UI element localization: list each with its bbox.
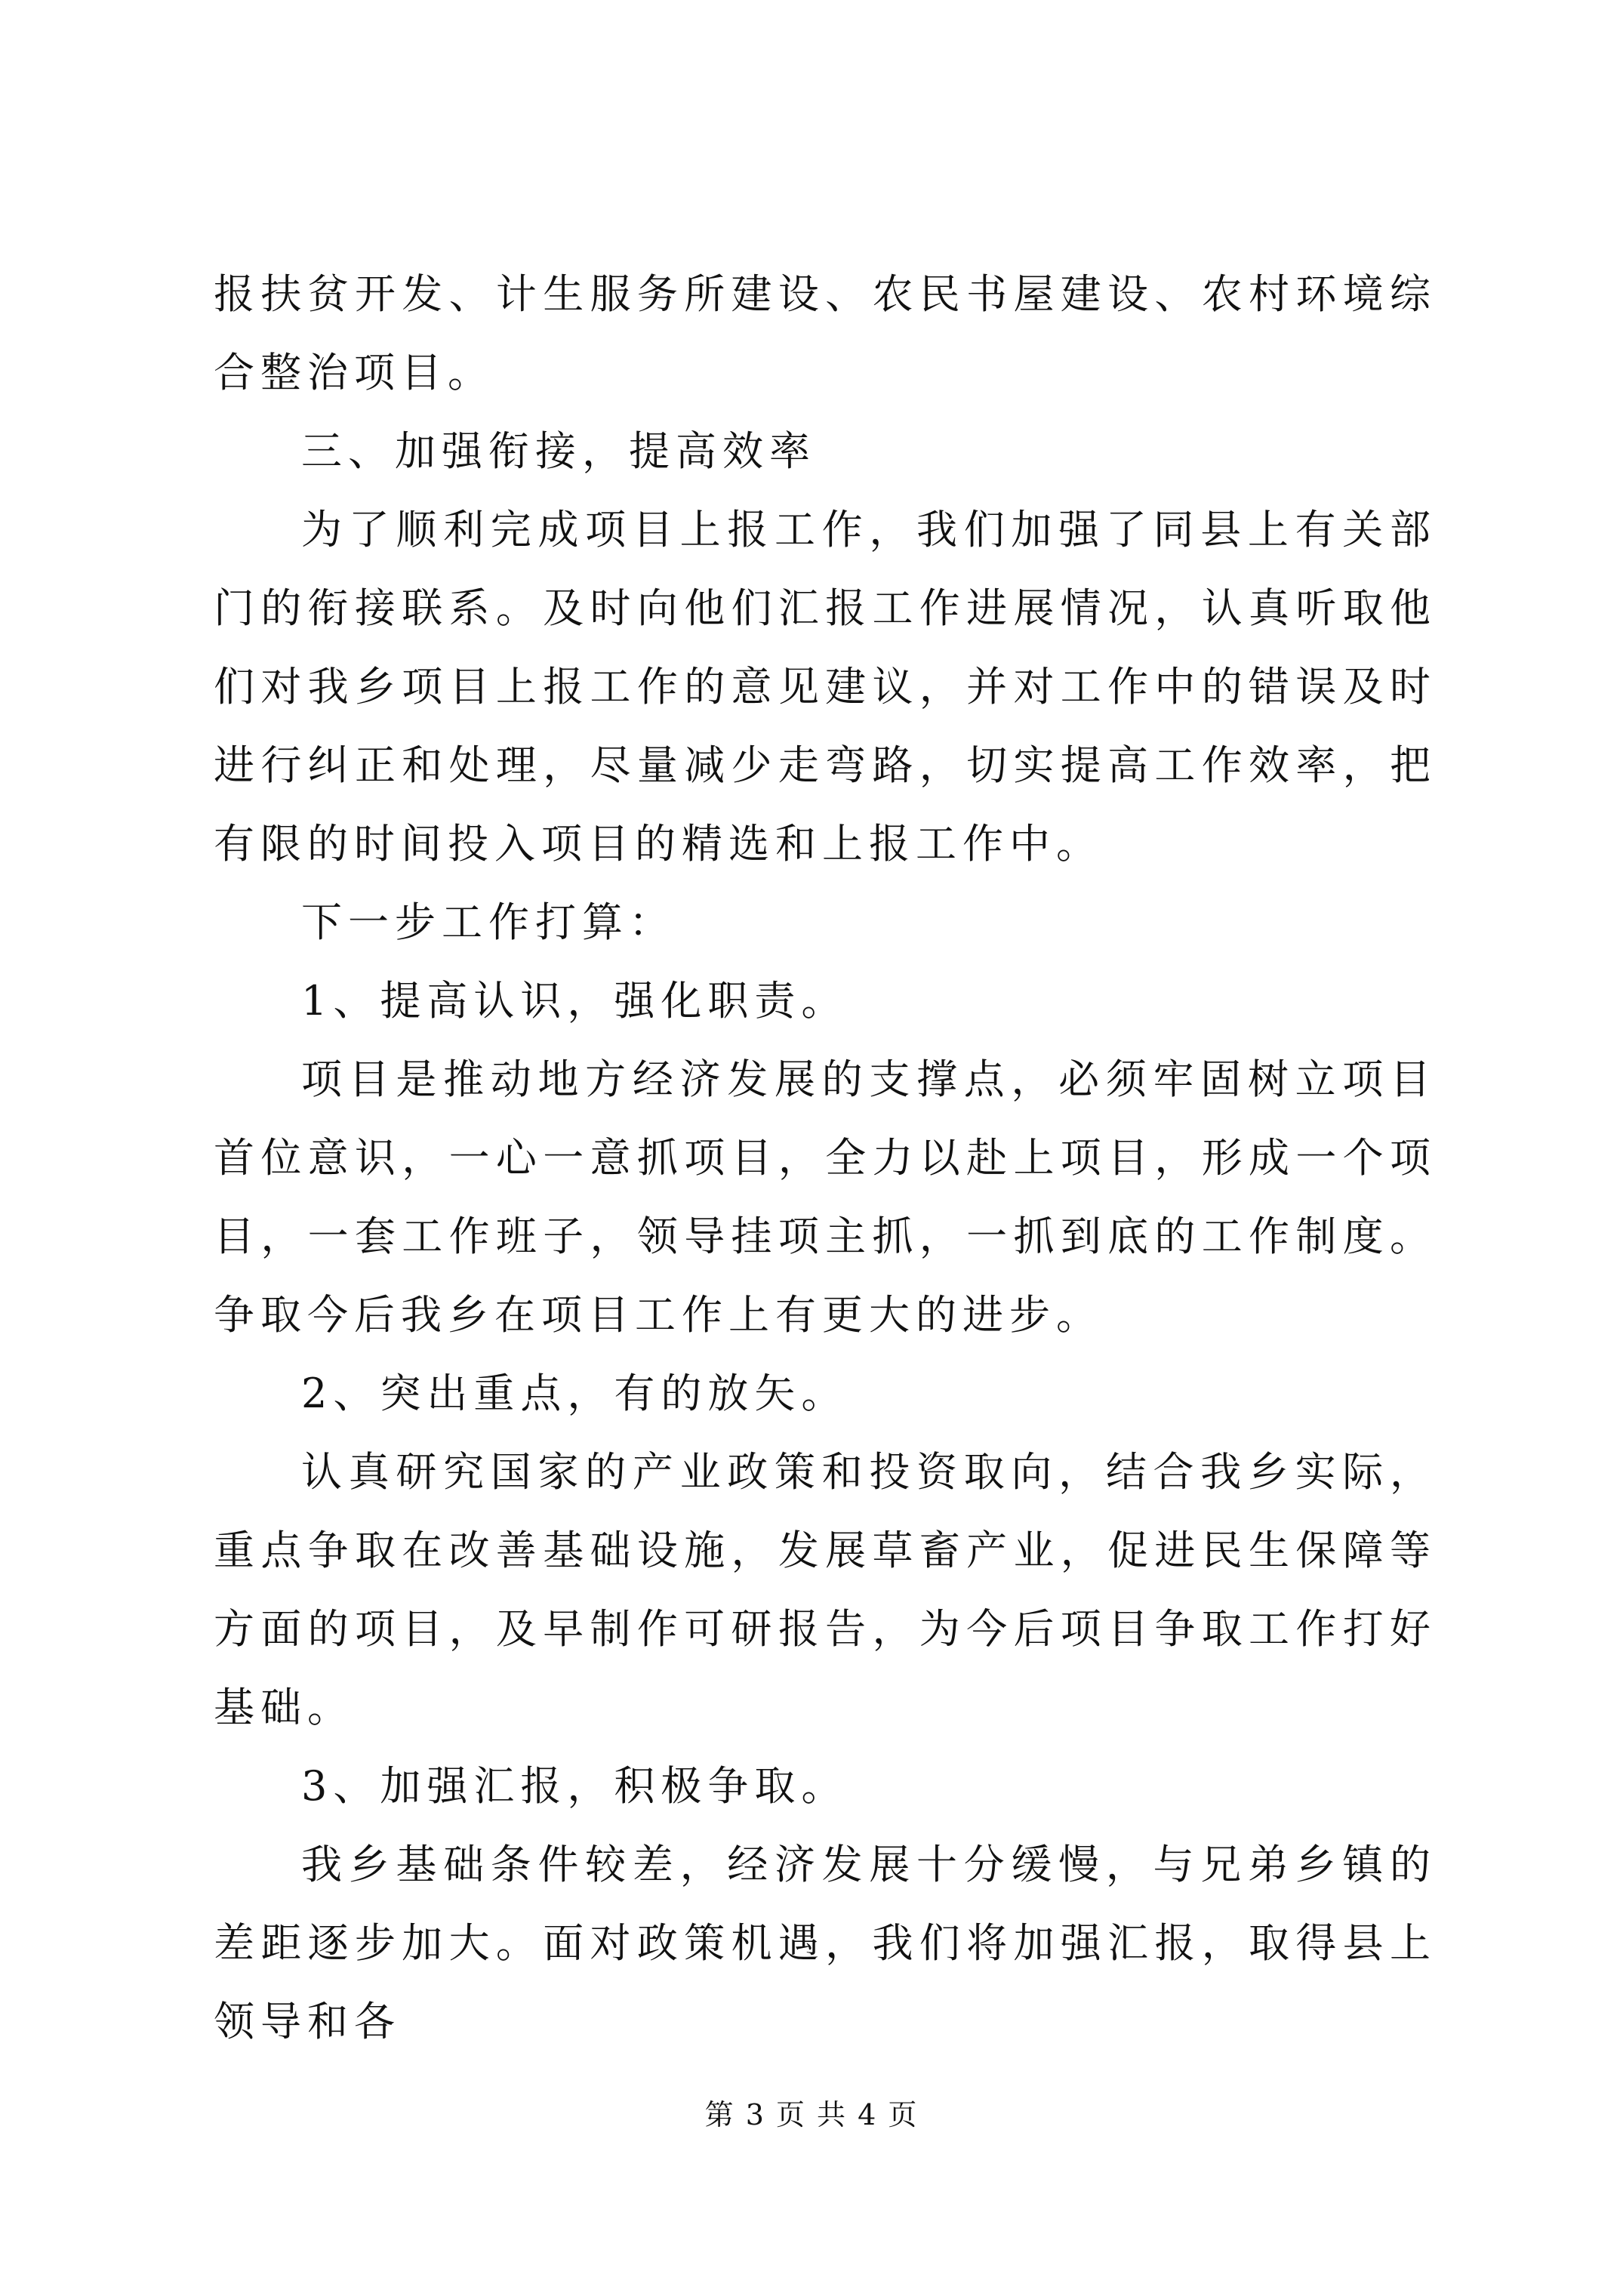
- page-number-footer: 第 3 页 共 4 页: [704, 2098, 919, 2131]
- section-heading: 三、加强衔接，提高效率: [301, 427, 816, 475]
- list-item-heading: 3、加强汇报，积极争取。: [301, 1762, 848, 1810]
- list-item-heading: 1、提高认识，强化职责。: [301, 977, 848, 1025]
- paragraph: 我乡基础条件较差，经济发展十分缓慢，与兄弟乡镇的差距逐步加大。面对政策机遇，我们将加强汇报，取得县上领导和各: [214, 1841, 1437, 2045]
- document-body: [214, 255, 1437, 2061]
- paragraph: 为了顺利完成项目上报工作，我们加强了同县上有关部门的衔接联系。及时向他们汇报工作进展情况，认真听取他们对我乡项目上报工作的意见建议，并对工作中的错误及时进行纠正和处理，尽量减少走弯路，切实提高工作效率，把有限的时间投入项目的精选和上报工作中。: [214, 506, 1437, 868]
- section-heading: 下一步工作打算：: [301, 898, 676, 946]
- paragraph: 项目是推动地方经济发展的支撑点，必须牢固树立项目首位意识，一心一意抓项目，全力以赴上项目，形成一个项目，一套工作班子，领导挂项主抓，一抓到底的工作制度。争取今后我乡在项目工作上有更大的进步。: [214, 1056, 1437, 1339]
- list-item-heading: 2、突出重点，有的放矢。: [301, 1370, 848, 1417]
- paragraph: 报扶贫开发、计生服务所建设、农民书屋建设、农村环境综合整治项目。: [214, 270, 1437, 396]
- paragraph: 认真研究国家的产业政策和投资取向，结合我乡实际，重点争取在改善基础设施，发展草畜产业，促进民生保障等方面的项目，及早制作可研报告，为今后项目争取工作打好基础。: [214, 1448, 1437, 1731]
